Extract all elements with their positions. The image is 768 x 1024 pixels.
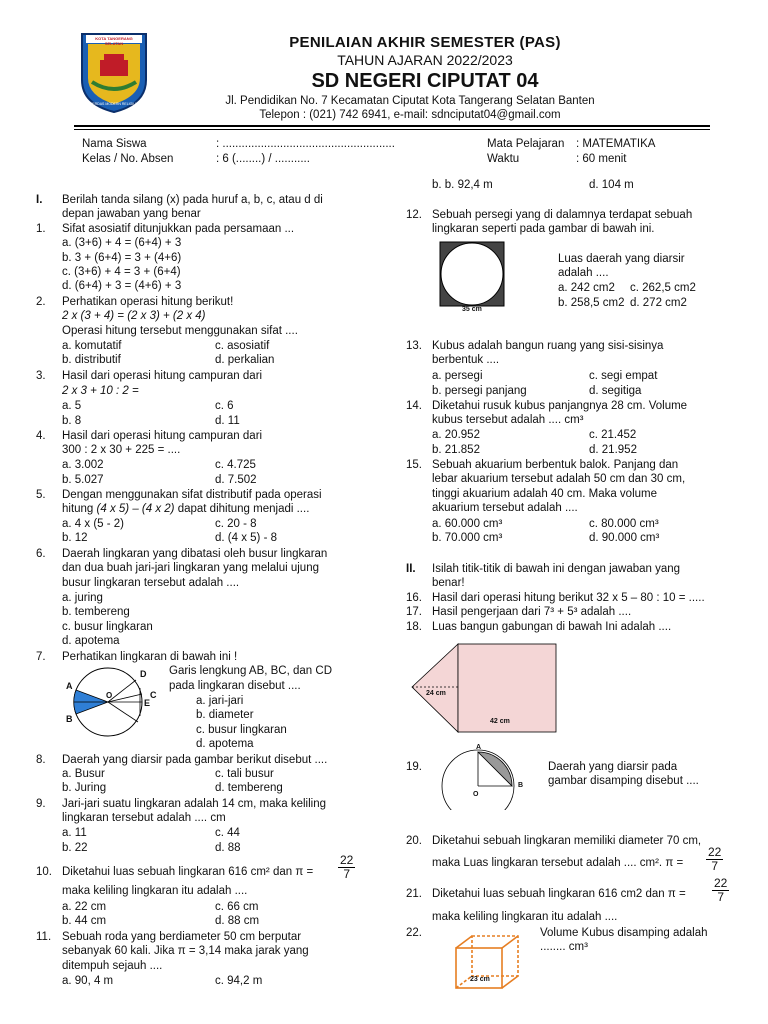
q17-text: Hasil pengerjaan dari 7³ + 5³ adalah ....: [432, 606, 632, 618]
q13-text-line1: Kubus adalah bangun ruang yang sisi-sisinya: [432, 340, 664, 352]
q22-text-line1: Volume Kubus disamping adalah: [540, 927, 708, 939]
q15-text-line3: tinggi akuarium adalah 40 cm. Maka volume: [432, 487, 658, 500]
logo-bottom-text: CERDAS MODERN RELIGIUS: [89, 102, 139, 106]
section1-roman: I.: [36, 194, 43, 206]
q22-text-line2: ........ cm³: [540, 941, 588, 954]
subject-label: Mata Pelajaran: [487, 138, 565, 150]
q9-text-line2: lingkaran tersebut adalah .... cm: [62, 812, 226, 825]
q10-fraction-numerator: 22: [340, 853, 354, 867]
q4-option-c[interactable]: c. 4.725: [215, 459, 256, 471]
q12-side-text-line2: adalah ....: [558, 267, 609, 280]
q19-label-o: O: [473, 791, 479, 798]
q8-option-d[interactable]: d. tembereng: [215, 782, 283, 794]
q4-option-a[interactable]: a. 3.002: [62, 459, 104, 471]
q11-number: 11.: [36, 931, 52, 943]
section1-instruction-line2: depan jawaban yang benar: [62, 208, 201, 221]
q6-text-line3: busur lingkaran tersebut adalah ....: [62, 576, 240, 589]
logo-top-text: KOTA TANGERANG SELATAN: [95, 36, 133, 46]
q15-option-d[interactable]: d. 90.000 cm³: [589, 532, 660, 544]
q7-label-e: E: [144, 698, 151, 708]
q20-text: Diketahui sebuah lingkaran memiliki diameter 70 cm,: [432, 835, 702, 847]
time-label: Waktu: [487, 153, 520, 165]
q3-option-d[interactable]: d. 11: [215, 415, 240, 427]
q9-number: 9.: [36, 798, 46, 810]
q9-option-b[interactable]: b. 22: [62, 842, 88, 854]
school-contact: Telepon : (021) 742 6941, e-mail: sdnciputat04@gmail.com: [259, 109, 561, 121]
q4-expression: 300 : 2 x 30 + 225 = ....: [62, 444, 181, 456]
q13-option-d[interactable]: d. segitiga: [589, 385, 642, 397]
q4-option-b[interactable]: b. 5.027: [62, 474, 104, 486]
academic-year: TAHUN AJARAN 2022/2023: [337, 52, 513, 68]
q5-text2-prefix: hitung: [62, 503, 97, 515]
q15-text: [432, 458, 685, 516]
q20-text2: maka Luas lingkaran tersebut adalah .... cm². π =: [432, 857, 684, 869]
q19-text: [548, 760, 699, 789]
q14-text-line1: Diketahui rusuk kubus panjangnya 28 cm. Volume: [432, 400, 688, 412]
q19-label-b: B: [518, 782, 524, 789]
q5-text2: [62, 502, 309, 516]
q22-text: [540, 926, 708, 955]
q7-text3: pada lingkaran disebut ....: [169, 680, 301, 692]
q4-number: 4.: [36, 430, 46, 442]
section2-instruction-line1: Isilah titik-titik di bawah ini dengan jawaban yang: [432, 563, 681, 575]
header-rule-thick: [74, 125, 710, 127]
q5-option-c[interactable]: c. 20 - 8: [215, 518, 257, 530]
q2-text2: Operasi hitung tersebut menggunakan sifat ....: [62, 325, 298, 337]
q6-option-c[interactable]: c. busur lingkaran: [62, 621, 153, 633]
q10-option-c[interactable]: c. 66 cm: [215, 901, 259, 913]
q1-option-d[interactable]: d. (6+4) + 3 = (4+6) + 3: [62, 280, 182, 292]
q13-number: 13.: [406, 340, 422, 352]
q11-option-d[interactable]: d. 104 m: [589, 179, 634, 191]
q4-option-d[interactable]: d. 7.502: [215, 474, 257, 486]
q21-number: 21.: [406, 888, 422, 900]
q5-number: 5.: [36, 489, 46, 501]
q10-option-d[interactable]: d. 88 cm: [215, 915, 260, 927]
q11-text-line1: Sebuah roda yang berdiameter 50 cm berputar: [62, 931, 302, 943]
q12-dimension-label: 35 cm: [462, 306, 482, 313]
q7-circle-figure: [62, 664, 162, 744]
q6-option-d[interactable]: d. apotema: [62, 635, 120, 647]
q21-fraction-numerator: 22: [714, 876, 728, 890]
q22-number: 22.: [406, 927, 422, 939]
q3-expression: 2 x 3 + 10 : 2 =: [62, 385, 139, 397]
school-name: SD NEGERI CIPUTAT 04: [311, 70, 539, 92]
q5-option-d[interactable]: d. (4 x 5) - 8: [215, 532, 277, 544]
q10-option-b[interactable]: b. 44 cm: [62, 915, 107, 927]
q20-fraction: [706, 846, 723, 873]
q11-option-b[interactable]: b. b. 92,4 m: [432, 179, 493, 191]
q8-option-b[interactable]: b. Juring: [62, 782, 107, 794]
q15-option-c[interactable]: c. 80.000 cm³: [589, 518, 659, 530]
q21-fraction-denominator: 7: [717, 890, 725, 904]
q14-text-line2: kubus tersebut adalah .... cm³: [432, 414, 584, 427]
q18-composite-figure: [410, 640, 560, 736]
q12-text-line1: Sebuah persegi yang di dalamnya terdapat sebuah: [432, 209, 693, 221]
q1-option-a[interactable]: a. (3+6) + 4 = (6+4) + 3: [62, 237, 182, 249]
q16-number: 16.: [406, 592, 422, 604]
q21-text: Diketahui luas sebuah lingkaran 616 cm2 dan π =: [432, 888, 686, 900]
q5-expression: (4 x 5) – (4 x 2): [96, 503, 175, 515]
q15-number: 15.: [406, 459, 422, 471]
q14-option-c[interactable]: c. 21.452: [589, 429, 637, 441]
q20-fraction-numerator: 22: [708, 845, 722, 859]
q18-text: Luas bangun gabungan di bawah Ini adalah ....: [432, 621, 672, 633]
q19-text-line2: gambar disamping disebut ....: [548, 775, 699, 788]
name-field[interactable]: : ......................................................: [216, 138, 395, 150]
q17-number: 17.: [406, 606, 422, 618]
section2-instruction: [432, 562, 680, 591]
school-address: Jl. Pendidikan No. 7 Kecamatan Ciputat Kota Tangerang Selatan Banten: [225, 95, 595, 107]
q10-fraction: [338, 854, 355, 881]
q22-cube-figure: [452, 934, 528, 990]
q15-text-line4: akuarium tersebut adalah ....: [432, 502, 578, 515]
q14-option-a[interactable]: a. 20.952: [432, 429, 480, 441]
q2-option-d[interactable]: d. perkalian: [215, 354, 275, 366]
q22-dimension-label: 23 cm: [470, 976, 490, 983]
q7-label-o: O: [106, 691, 113, 700]
name-label: Nama Siswa: [82, 138, 147, 150]
time-value: : 60 menit: [576, 153, 627, 165]
q12-option-d[interactable]: d. 272 cm2: [630, 297, 687, 309]
q2-number: 2.: [36, 296, 46, 308]
q8-number: 8.: [36, 754, 46, 766]
q10-text2: maka keliling lingkaran itu adalah ....: [62, 885, 248, 897]
q5-text: Dengan menggunakan sifat distributif pada operasi: [62, 489, 322, 501]
q3-option-c[interactable]: c. 6: [215, 400, 234, 412]
q7-text: Perhatikan lingkaran di bawah ini !: [62, 651, 238, 663]
q8-option-c[interactable]: c. tali busur: [215, 768, 274, 780]
q3-option-b[interactable]: b. 8: [62, 415, 82, 427]
q7-label-a: A: [66, 681, 73, 691]
q9-text-line1: Jari-jari suatu lingkaran adalah 14 cm, maka keliling: [62, 798, 326, 810]
q6-number: 6.: [36, 548, 46, 560]
q18-side-label: 42 cm: [490, 718, 510, 725]
q6-text: [62, 547, 327, 590]
q9-text: [62, 797, 326, 826]
q1-number: 1.: [36, 223, 46, 235]
q2-option-c[interactable]: c. asosiatif: [215, 340, 270, 352]
class-field[interactable]: : 6 (........) / ...........: [216, 153, 310, 165]
q14-text: [432, 399, 687, 428]
q6-option-b[interactable]: b. tembereng: [62, 606, 130, 618]
q14-number: 14.: [406, 400, 422, 412]
exam-title: PENILAIAN AKHIR SEMESTER (PAS): [289, 34, 561, 51]
q2-expression: 2 x (3 + 4) = (2 x 3) + (2 x 4): [62, 310, 206, 322]
q11-option-c[interactable]: c. 94,2 m: [215, 975, 263, 987]
q21-text2: maka keliling lingkaran itu adalah ....: [432, 911, 618, 923]
q11-option-a[interactable]: a. 90, 4 m: [62, 975, 114, 987]
q12-number: 12.: [406, 209, 422, 221]
q7-option-a[interactable]: a. jari-jari: [196, 695, 244, 707]
q10-number: 10.: [36, 866, 52, 878]
q7-option-b[interactable]: b. diameter: [196, 709, 254, 721]
section2-instruction-line2: benar!: [432, 577, 465, 590]
q19-circle-figure: [440, 744, 540, 810]
q15-text-line1: Sebuah akuarium berbentuk balok. Panjang dan: [432, 459, 679, 471]
q5-option-a[interactable]: a. 4 x (5 - 2): [62, 518, 124, 530]
q20-fraction-denominator: 7: [711, 859, 719, 873]
q7-text2: Garis lengkung AB, BC, dan CD: [169, 665, 332, 677]
q21-fraction: [712, 877, 729, 904]
q3-text: Hasil dari operasi hitung campuran dari: [62, 370, 263, 382]
q3-number: 3.: [36, 370, 46, 382]
q5-text2-suffix: dapat dihitung menjadi ....: [174, 503, 310, 515]
q12-side-text-line1: Luas daerah yang diarsir: [558, 253, 685, 265]
section2-roman: II.: [406, 563, 416, 575]
q10-fraction-denominator: 7: [343, 867, 351, 881]
q8-option-a[interactable]: a. Busur: [62, 768, 105, 780]
q12-text-line2: lingkaran seperti pada gambar di bawah ini.: [432, 223, 655, 236]
subject-value: : MATEMATIKA: [576, 138, 656, 150]
header-rule-thin: [74, 129, 710, 130]
q14-option-b[interactable]: b. 21.852: [432, 444, 480, 456]
q12-option-b[interactable]: b. 258,5 cm2: [558, 297, 625, 309]
q11-text-line2: sebanyak 60 kali. Jika π = 3,14 maka jarak yang: [62, 945, 309, 958]
q7-label-b: B: [66, 714, 73, 724]
q9-option-c[interactable]: c. 44: [215, 827, 240, 839]
q15-text-line2: lebar akuarium tersebut adalah 50 cm dan 30 cm,: [432, 473, 686, 486]
q18-height-label: 24 cm: [426, 690, 446, 697]
q9-option-d[interactable]: d. 88: [215, 842, 241, 854]
q12-option-a[interactable]: a. 242 cm2: [558, 282, 615, 294]
q10-text: Diketahui luas sebuah lingkaran 616 cm² dan π =: [62, 866, 314, 878]
q19-text-line1: Daerah yang diarsir pada: [548, 761, 678, 773]
q12-square-circle-figure: [438, 240, 516, 318]
q18-number: 18.: [406, 621, 422, 633]
q1-text: Sifat asosiatif ditunjukkan pada persamaan ...: [62, 223, 295, 235]
q1-option-b[interactable]: b. 3 + (6+4) = 3 + (4+6): [62, 252, 182, 264]
section1-instruction-line1: Berilah tanda silang (x) pada huruf a, b, c, atau d di: [62, 194, 323, 206]
q11-text-line3: ditempuh sejauh ....: [62, 959, 163, 972]
q13-option-c[interactable]: c. segi empat: [589, 370, 658, 382]
q7-option-c[interactable]: c. busur lingkaran: [196, 724, 287, 736]
class-label: Kelas / No. Absen: [82, 153, 174, 165]
q1-option-c[interactable]: c. (3+6) + 4 = 3 + (6+4): [62, 266, 181, 278]
q14-option-d[interactable]: d. 21.952: [589, 444, 637, 456]
q11-text: [62, 930, 309, 973]
q12-text: [432, 208, 692, 237]
q20-number: 20.: [406, 835, 422, 847]
q13-text: [432, 339, 663, 368]
q12-option-c[interactable]: c. 262,5 cm2: [630, 282, 696, 294]
q13-option-a[interactable]: a. persegi: [432, 370, 483, 382]
q6-text-line2: dan dua buah jari-jari lingkaran yang melalui ujung: [62, 562, 319, 575]
q12-side-text: [558, 252, 685, 281]
q6-text-line1: Daerah lingkaran yang dibatasi oleh busur lingkaran: [62, 548, 328, 560]
school-logo: [78, 30, 150, 114]
q7-option-d[interactable]: d. apotema: [196, 738, 254, 750]
q4-text: Hasil dari operasi hitung campuran dari: [62, 430, 263, 442]
q16-text: Hasil dari operasi hitung berikut 32 x 5 – 80 : 10 = .....: [432, 592, 705, 604]
q15-option-a[interactable]: a. 60.000 cm³: [432, 518, 503, 530]
q15-option-b[interactable]: b. 70.000 cm³: [432, 532, 503, 544]
q8-text: Daerah yang diarsir pada gambar berikut disebut ....: [62, 754, 328, 766]
q9-option-a[interactable]: a. 11: [62, 827, 87, 839]
q7-number: 7.: [36, 651, 46, 663]
q2-text: Perhatikan operasi hitung berikut!: [62, 296, 234, 308]
q2-option-a[interactable]: a. komutatif: [62, 340, 122, 352]
q5-option-b[interactable]: b. 12: [62, 532, 88, 544]
section1-instruction: [62, 193, 323, 222]
q10-option-a[interactable]: a. 22 cm: [62, 901, 107, 913]
q13-option-b[interactable]: b. persegi panjang: [432, 385, 527, 397]
q13-text-line2: berbentuk ....: [432, 354, 500, 367]
q2-option-b[interactable]: b. distributif: [62, 354, 121, 366]
q7-label-d: D: [140, 669, 147, 679]
q19-label-a: A: [476, 744, 482, 751]
q19-number: 19.: [406, 761, 422, 773]
q7-label-c: C: [150, 690, 157, 700]
q3-option-a[interactable]: a. 5: [62, 400, 82, 412]
q6-option-a[interactable]: a. juring: [62, 592, 103, 604]
